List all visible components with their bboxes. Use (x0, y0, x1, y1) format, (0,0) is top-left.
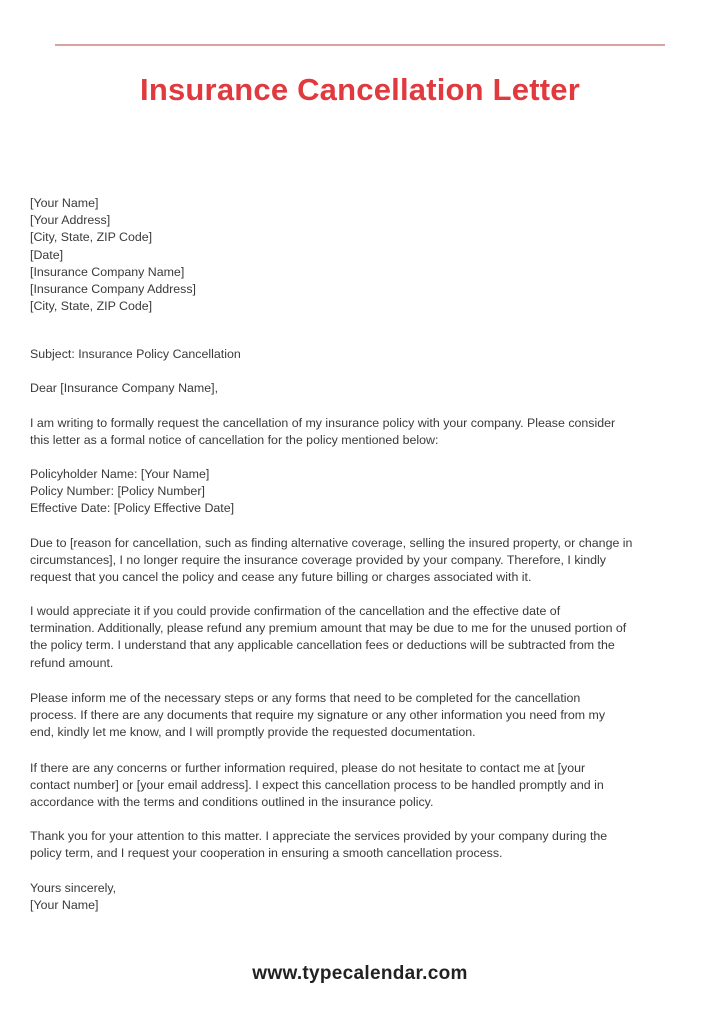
text-line: I am writing to formally request the cancellation of my insurance policy with your company. Please consider (30, 416, 616, 430)
text-line: [Insurance Company Address] (30, 282, 196, 297)
text-line: Yours sincerely, (30, 881, 117, 895)
text-line: [Your Name] (30, 196, 99, 210)
salutation (30, 380, 700, 397)
text-line: Policyholder Name: [Your Name] (30, 467, 210, 481)
paragraph-intro (30, 415, 700, 449)
top-divider (55, 44, 665, 46)
page-title: Insurance Cancellation Letter (140, 72, 580, 107)
text-line: contact number] or [your email address]. I expect this cancellation process to be handled promptly and in (30, 778, 604, 793)
address-block (30, 195, 700, 315)
text-line: If there are any concerns or further information required, please do not hesitate to contact me at [your (30, 761, 586, 775)
footer-website: www.typecalendar.com (252, 963, 468, 984)
text-line: circumstances], I no longer require the insurance coverage provided by your company. Therefore, I kindly (30, 553, 607, 568)
text-line: Policy Number: [Policy Number] (30, 484, 205, 499)
text-line: Dear [Insurance Company Name], (30, 381, 219, 395)
paragraph-reason (30, 535, 700, 587)
paragraph-refund (30, 603, 700, 672)
subject-line (30, 346, 700, 363)
text-line: Subject: Insurance Policy Cancellation (30, 347, 241, 361)
text-line: [Your Address] (30, 213, 111, 228)
text-line: refund amount. (30, 655, 114, 670)
text-line: [Date] (30, 247, 64, 262)
text-line: [Insurance Company Name] (30, 264, 185, 279)
text-line: Please inform me of the necessary steps or any forms that need to be completed for the cancellation (30, 691, 581, 705)
text-line: [City, State, ZIP Code] (30, 299, 153, 314)
text-line: Effective Date: [Policy Effective Date] (30, 501, 235, 516)
text-line: policy term, and I request your cooperation in ensuring a smooth cancellation process. (30, 846, 503, 861)
text-line: accordance with the terms and conditions outlined in the insurance policy. (30, 795, 434, 810)
text-line: Thank you for your attention to this matter. I appreciate the services provided by your company during the (30, 829, 608, 843)
paragraph-contact (30, 760, 700, 812)
text-line: end, kindly let me know, and I will promptly provide the requested documentation. (30, 725, 476, 740)
text-line: I would appreciate it if you could provide confirmation of the cancellation and the effective date of (30, 604, 561, 618)
policy-details (30, 466, 700, 518)
text-line: process. If there are any documents that require my signature or any other information you need from my (30, 708, 606, 723)
text-line: request that you cancel the policy and cease any future billing or charges associated with it. (30, 570, 532, 585)
text-line: this letter as a formal notice of cancellation for the policy mentioned below: (30, 433, 439, 448)
text-line: [Your Name] (30, 898, 99, 913)
paragraph-thanks (30, 828, 700, 862)
closing (30, 880, 700, 914)
text-line: the policy term. I understand that any applicable cancellation fees or deductions will be subtracted from the (30, 638, 615, 653)
text-line: [City, State, ZIP Code] (30, 230, 153, 245)
text-line: Due to [reason for cancellation, such as finding alternative coverage, selling the insured property, or change in (30, 536, 633, 550)
paragraph-steps (30, 690, 700, 742)
text-line: termination. Additionally, please refund any premium amount that may be due to me for the unused portion of (30, 621, 627, 636)
